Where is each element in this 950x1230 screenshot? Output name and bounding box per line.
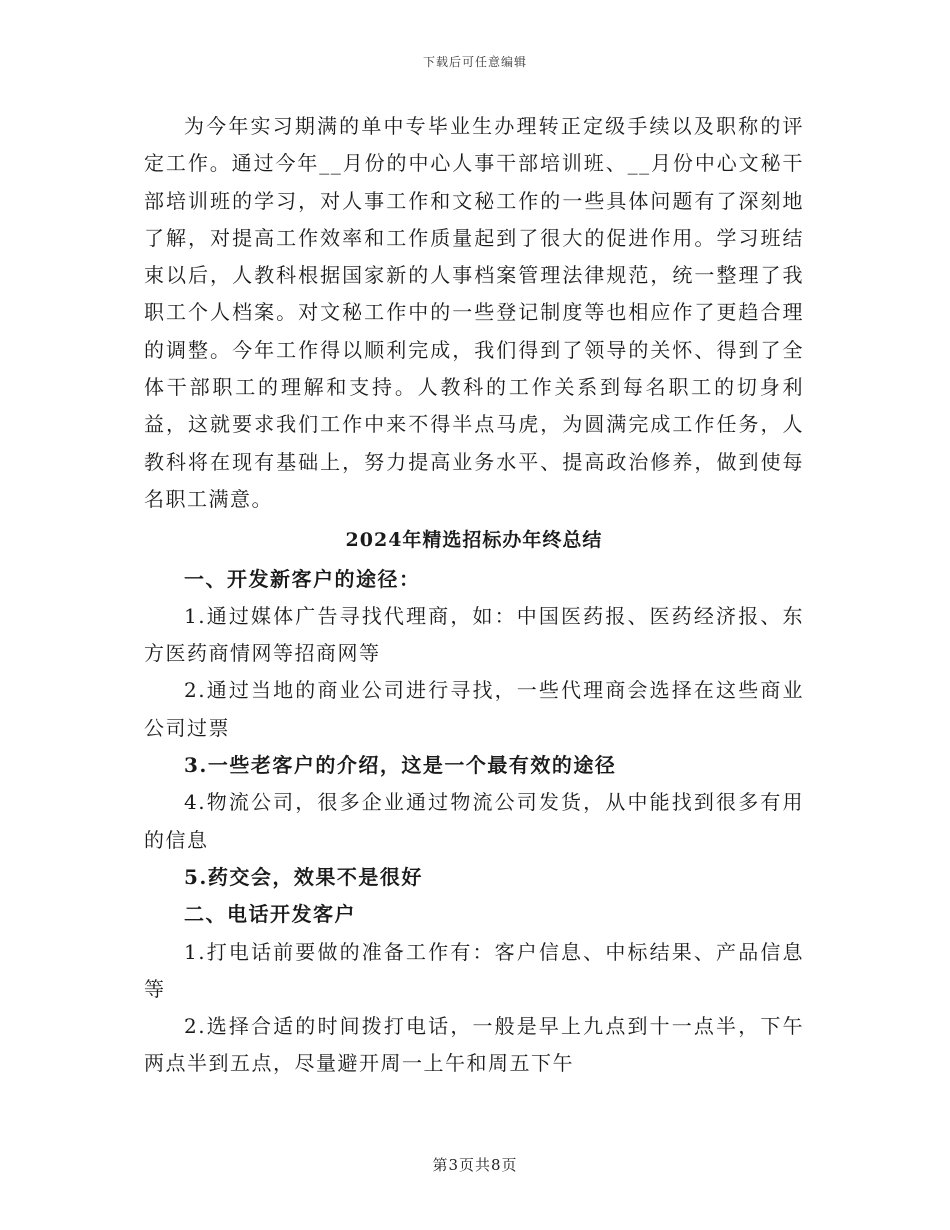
document-body (144, 108, 804, 1083)
section2-item-2: 2.选择合适的时间拨打电话，一般是早上九点到十一点半，下午两点半到五点，尽量避开周一上午和周五下午 (144, 1014, 804, 1076)
section1-item-1: 1.通过媒体广告寻找代理商，如：中国医药报、医药经济报、东方医药商情网等招商网等 (144, 603, 804, 666)
document-title: 2024年精选招标办年终总结 (345, 529, 603, 552)
section1-item-3: 3.一些老客户的介绍，这是一个最有效的途径 (184, 753, 617, 778)
section1-item-4: 4.物流公司，很多企业通过物流公司发货，从中能找到很多有用的信息 (144, 790, 804, 852)
section2-heading: 二、电话开发客户 (184, 902, 356, 927)
intro-paragraph: 为今年实习期满的单中专毕业生办理转正定级手续以及职称的评定工作。通过今年__月份的中心人事干部培训班、__月份中心文秘干部培训班的学习，对人事工作和文秘工作的一些具体问题有了深刻地了解，对提高工作效率和工作质量起到了很大的促进作用。学习班结束以后，人教科根据国家新的人事档案管理法律规范，统一整理了我职工个人档案。对文秘工作中的一些登记制度等也相应作了更趋合理的调整。今年工作得以顺利完成，我们得到了领导的关怀、得到了全体干部职工的理解和支持。人教科的工作关系到每名职工的切身利益，这就要求我们工作中来不得半点马虎，为圆满完成工作任务，人教科将在现有基础上，努力提高业务水平、提高政治修养，做到使每名职工满意。 (144, 114, 804, 511)
section2-item-1: 1.打电话前要做的准备工作有：客户信息、中标结果、产品信息等 (144, 939, 804, 1001)
section1-heading: 一、开发新客户的途径： (184, 566, 421, 591)
section1-item-5: 5.药交会，效果不是很好 (184, 864, 423, 889)
page-footer-number: 第3页共8页 (432, 1156, 518, 1174)
section1-item-2: 2.通过当地的商业公司进行寻找，一些代理商会选择在这些商业公司过票 (144, 678, 804, 740)
page-header-note: 下载后可任意编辑 (422, 55, 527, 69)
